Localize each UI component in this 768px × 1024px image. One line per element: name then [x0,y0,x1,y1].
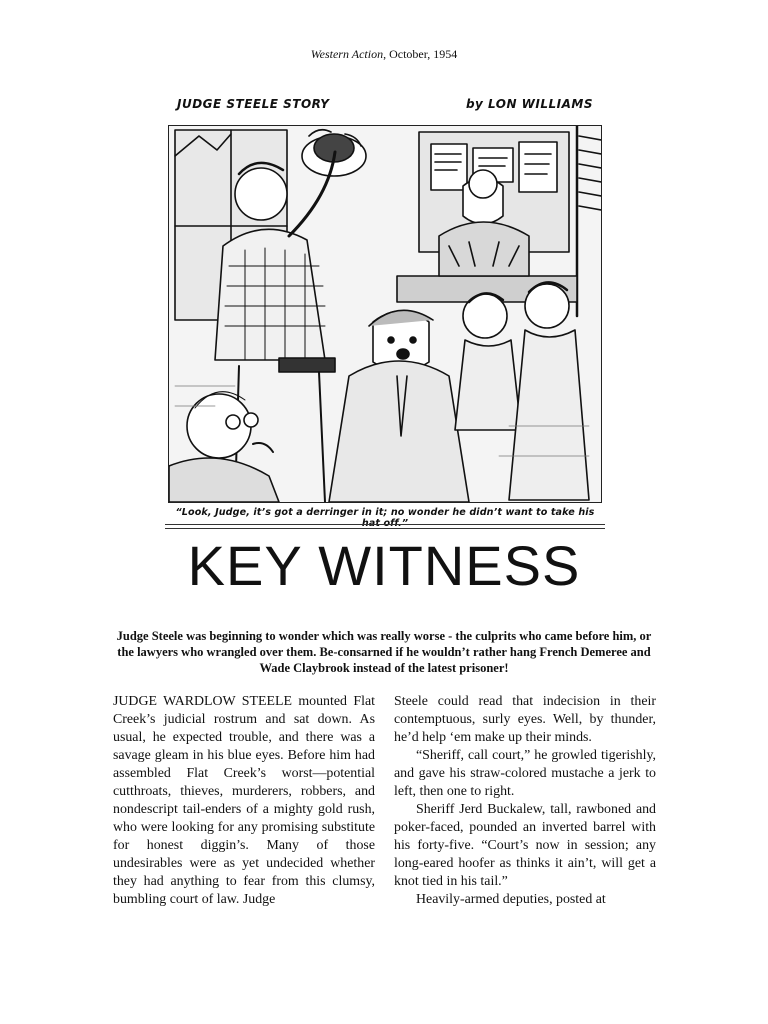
body-column-left [113,693,375,909]
body-paragraph: Sheriff Jerd Buckalew, tall, rawboned and poker-faced, pounded an inverted barrel with his forty-five. “Court’s now in session; any long-eared hoofer as thinks it ain’t, will get a knot tied in his tail.” [394,802,656,889]
story-illustration [165,93,605,528]
courtroom-drawing [168,125,602,503]
issue-date: , October, 1954 [383,47,458,61]
story-deck: Judge Steele was beginning to wonder which was really worse - the culprits who came before him, or the lawyers who wrangled over them. Be-consarned if he wouldn’t rather hang French Demeree and Wade Claybrook instead of the latest prisoner! [116,629,652,675]
body-paragraph: “Sheriff, call court,” he growled tigerishly, and gave his straw-colored mustache a jerk to left, then one to right. [394,748,656,799]
caption-divider [165,524,605,529]
story-title: KEY WITNESS [187,534,581,597]
body-paragraph: JUDGE WARDLOW STEELE mounted Flat Creek’s judicial rostrum and sat down. As usual, he expected trouble, and there was a savage gleam in his blue eyes. Before him had assembled Flat Creek’s worst—potential cutthroats, thieves, murderers, robbers, and nondescript tail-enders of a mighty gold rush, who were looking for any promising substitute for honest diggin’s. Many of those undesirables were as yet undecided whether they had anything to fear from this clumsy, bumbling court of law. Judge [113,694,375,907]
publication-line [0,47,768,62]
body-column-right [394,693,656,909]
author-byline: by LON WILLIAMS [465,97,593,111]
story-series-label: JUDGE STEELE STORY [177,97,330,111]
courtroom-scene-art [169,126,601,502]
body-paragraph: Heavily-armed deputies, posted at [416,892,606,907]
publication-name: Western Action [310,47,384,61]
body-paragraph: Steele could read that indecision in their contemptuous, surly eyes. Well, by thunder, he’d help ‘em make up their minds. [394,694,656,745]
illustration-caption: “Look, Judge, it’s got a derringer in it; no wonder he didn’t want to take his hat off.” [175,507,595,529]
